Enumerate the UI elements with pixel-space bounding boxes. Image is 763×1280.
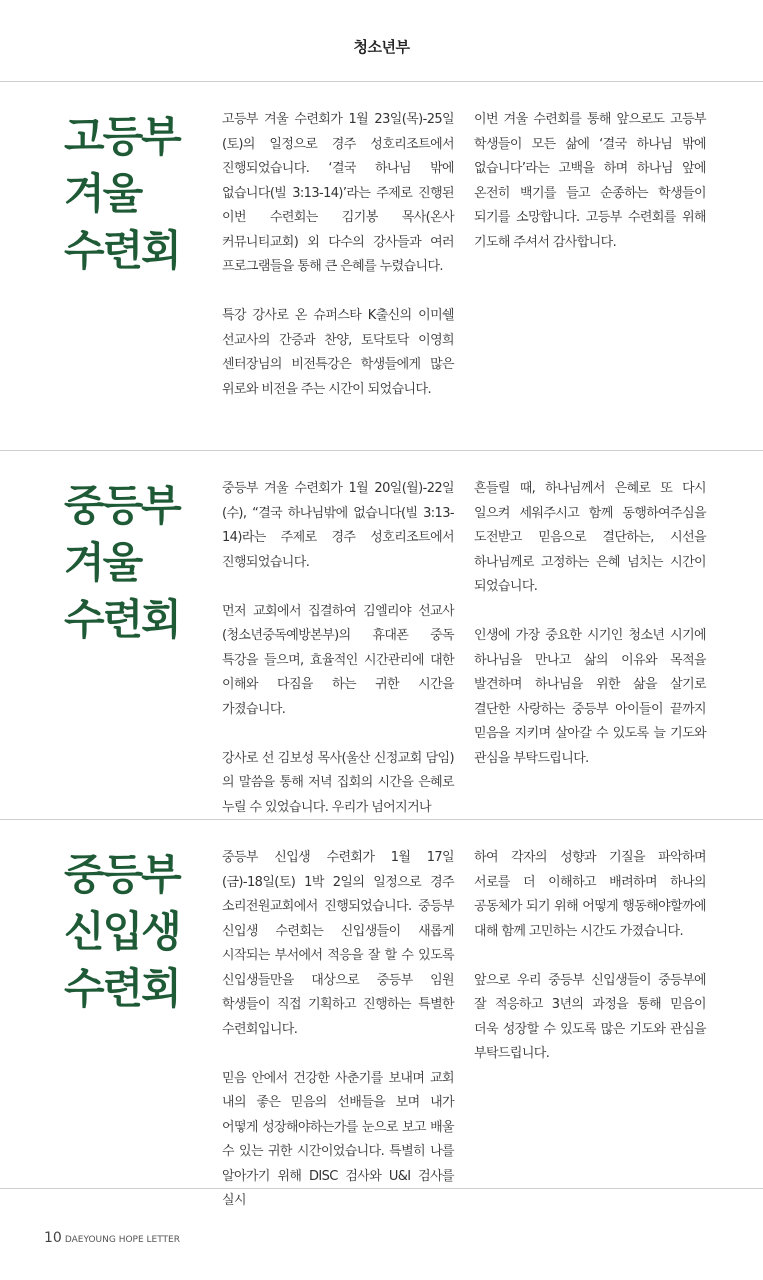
paragraph: 강사로 선 김보성 목사(울산 신정교회 담임)의 말씀을 통해 저녁 집회의 시간을 은혜로 누릴 수 있었습니다. 우리가 넘어지거나: [222, 750, 454, 815]
article-title-line: 겨울: [64, 169, 142, 218]
paragraph: 고등부 겨울 수련회가 1월 23일(목)-25일(토)의 일정으로 경주 성호리조트에서 진행되었습니다. ‘결국 하나님 밖에 없습니다(빌 3:13-14)’라는 주제로 진행된 이번 수련회는 김기봉 목사(온사 커뮤니티교회) 외 다수의 강사들과 여러 프로그램들을 통해 큰 은혜를 누렸습니다.: [222, 112, 454, 274]
article-middle-school-winter-retreat: [0, 455, 763, 819]
article-title-line: 중등부: [64, 481, 180, 530]
article-column-right: [474, 477, 706, 771]
article-middle-school-freshman-retreat: [0, 824, 763, 1208]
divider: [0, 450, 763, 451]
page-header: [0, 0, 763, 81]
paragraph: 믿음 안에서 건강한 사춘기를 보내며 교회 내의 좋은 믿음의 선배들을 보며 내가 어떻게 성장해야하는가를 눈으로 보고 배울 수 있는 귀한 시간이었습니다. 특별히 나를 알아가기 위해 DISC 검사와 U&I 검사를 실시: [222, 1070, 454, 1208]
article-title: [64, 477, 204, 648]
article-column-right: [474, 846, 706, 1067]
article-high-school-winter-retreat: [0, 86, 763, 450]
article-title-line: 겨울: [64, 538, 142, 587]
article-title-line: 수련회: [64, 595, 180, 644]
article-title: [64, 108, 204, 279]
page-footer: [44, 1230, 180, 1246]
article-title: [64, 846, 204, 1017]
page-title: 청소년부: [353, 38, 410, 56]
divider: [0, 819, 763, 820]
paragraph: 하여 각자의 성향과 기질을 파악하며 서로를 더 이해하고 배려하며 하나의 공동체가 되기 위해 어떻게 행동해야할까에 대해 함께 고민하는 시간도 가졌습니다.: [474, 850, 706, 939]
paragraph: 인생에 가장 중요한 시기인 청소년 시기에 하나님을 만나고 삶의 이유와 목적을 발견하며 하나님을 위한 삶을 살기로 결단한 사랑하는 중등부 아이들이 끝까지 믿음을 지키며 살아갈 수 있도록 늘 기도와 관심을 부탁드립니다.: [474, 628, 706, 766]
article-title-line: 고등부: [64, 112, 180, 161]
article-title-line: 중등부: [64, 850, 180, 899]
article-title-line: 수련회: [64, 964, 180, 1013]
page-number: 10: [44, 1230, 62, 1246]
paragraph: 먼저 교회에서 집결하여 김엘리야 선교사(청소년중독예방본부)의 휴대폰 중독 특강을 들으며, 효율적인 시간관리에 대한 이해와 다짐을 하는 귀한 시간을 가졌습니다.: [222, 603, 454, 717]
article-column-left: [222, 477, 454, 820]
paragraph: 이번 겨울 수련회를 통해 앞으로도 고등부 학생들이 모든 삶에 ‘결국 하나님 밖에 없습니다’라는 고백을 하며 하나님 앞에 온전히 백기를 들고 순종하는 학생들이 되기를 소망합니다. 고등부 수련회를 위해 기도해 주셔서 감사합니다.: [474, 112, 706, 250]
article-title-line: 수련회: [64, 226, 180, 275]
paragraph: 흔들릴 때, 하나님께서 은혜로 또 다시 일으켜 세워주시고 함께 동행하여주심을 도전받고 믿음으로 결단하는, 시선을 하나님께로 고정하는 은혜 넘치는 시간이 되었습니다.: [474, 481, 706, 594]
article-title-line: 신입생: [64, 907, 180, 956]
divider: [0, 81, 763, 82]
paragraph: 중등부 겨울 수련회가 1월 20일(월)-22일(수), “결국 하나님밖에 없습니다(빌 3:13-14)라는 주제로 경주 성호리조트에서 진행되었습니다.: [222, 481, 454, 570]
paragraph: 특강 강사로 온 슈퍼스타 K출신의 이미쉘 선교사의 간증과 찬양, 토닥토닥 이영희 센터장님의 비전특강은 학생들에게 많은 위로와 비전을 주는 시간이 되었습니다.: [222, 308, 454, 397]
publication-name: DAEYOUNG HOPE LETTER: [64, 1235, 180, 1245]
article-column-right: [474, 108, 706, 255]
paragraph: 앞으로 우리 중등부 신입생들이 중등부에 잘 적응하고 3년의 과정을 통해 믿음이 더욱 성장할 수 있도록 많은 기도와 관심을 부탁드립니다.: [474, 972, 706, 1061]
article-column-left: [222, 846, 454, 1214]
divider: [0, 1188, 763, 1189]
paragraph: 중등부 신입생 수련회가 1월 17일(금)-18일(토) 1박 2일의 일정으로 경주 소리전원교회에서 진행되었습니다. 중등부 신입생 수련회는 신입생들이 새롭게 시작되는 부서에서 적응을 잘 할 수 있도록 신입생들만을 대상으로 중등부 임원 학생들이 직접 기획하고 진행하는 특별한 수련회입니다.: [222, 850, 454, 1037]
article-column-left: [222, 108, 454, 402]
